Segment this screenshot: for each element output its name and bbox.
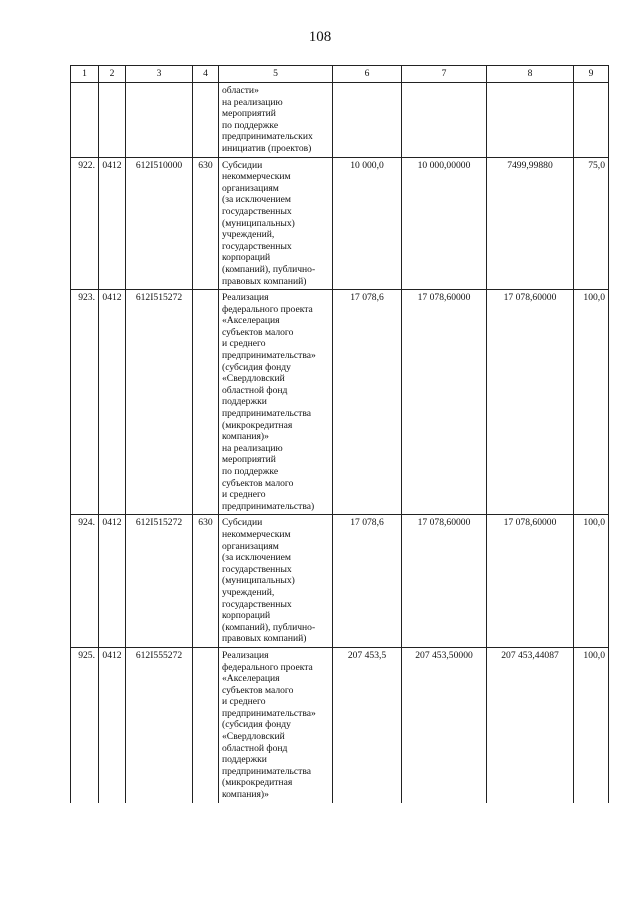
approved-amount-cell: 17 078,60000 xyxy=(402,515,487,648)
header-cell-9: 9 xyxy=(574,66,609,83)
description-line: компания)» xyxy=(222,431,269,443)
expense-type-cell xyxy=(193,647,219,802)
planned-amount-cell xyxy=(333,83,402,158)
description-line: государственных xyxy=(222,240,292,252)
table-header-row xyxy=(71,66,609,83)
expense-type-cell: 630 xyxy=(193,515,219,648)
target-article-cell: 612I510000 xyxy=(126,157,193,290)
description-line: (компаний), публично- xyxy=(222,263,316,275)
description-line: и среднего xyxy=(222,338,266,350)
description-line: Реализация xyxy=(222,292,269,304)
description-line: мероприятий xyxy=(222,108,276,120)
description-line: на реализацию xyxy=(222,96,283,108)
section-code-cell: 0412 xyxy=(99,157,126,290)
header-cell-7: 7 xyxy=(402,66,487,83)
description-line: инициатив (проектов) xyxy=(222,142,312,154)
description-line: предпринимательских xyxy=(222,131,313,143)
executed-amount-cell: 17 078,60000 xyxy=(487,515,574,648)
target-article-cell xyxy=(126,83,193,158)
execution-percent-cell xyxy=(574,83,609,158)
header-cell-5: 5 xyxy=(219,66,333,83)
description-line: организациям xyxy=(222,540,279,552)
section-code-cell: 0412 xyxy=(99,290,126,515)
planned-amount-cell: 10 000,0 xyxy=(333,157,402,290)
description-cell xyxy=(219,290,333,515)
budget-table xyxy=(70,65,609,803)
description-cell xyxy=(219,83,333,158)
description-line: областной фонд xyxy=(222,742,288,754)
description-line: (компаний), публично- xyxy=(222,621,316,633)
description-line: компания)» xyxy=(222,789,269,801)
section-code-cell: 0412 xyxy=(99,647,126,802)
target-article-cell: 612I515272 xyxy=(126,515,193,648)
description-line: предпринимательства» xyxy=(222,350,316,362)
description-line: корпораций xyxy=(222,252,271,264)
table-row xyxy=(71,157,609,290)
description-line: (за исключением xyxy=(222,194,291,206)
row-number-cell: 925. xyxy=(71,647,99,802)
header-cell-3: 3 xyxy=(126,66,193,83)
description-line: корпораций xyxy=(222,610,271,622)
row-number-cell: 924. xyxy=(71,515,99,648)
description-line: (субсидия фонду xyxy=(222,719,291,731)
section-code-cell xyxy=(99,83,126,158)
header-cell-4: 4 xyxy=(193,66,219,83)
execution-percent-cell: 75,0 xyxy=(574,157,609,290)
executed-amount-cell: 17 078,60000 xyxy=(487,290,574,515)
description-line: учреждений, xyxy=(222,586,275,598)
header-cell-1: 1 xyxy=(71,66,99,83)
target-article-cell: 612I555272 xyxy=(126,647,193,802)
description-line: государственных xyxy=(222,205,292,217)
expense-type-cell xyxy=(193,83,219,158)
approved-amount-cell: 17 078,60000 xyxy=(402,290,487,515)
section-code-cell: 0412 xyxy=(99,515,126,648)
description-line: предпринимательства xyxy=(222,408,312,420)
executed-amount-cell: 7499,99880 xyxy=(487,157,574,290)
description-line: и среднего xyxy=(222,489,266,501)
description-cell xyxy=(219,647,333,802)
description-line: (за исключением xyxy=(222,552,291,564)
description-line: некоммерческим xyxy=(222,171,291,183)
row-number-cell: 922. xyxy=(71,157,99,290)
description-line: и среднего xyxy=(222,696,266,708)
description-line: по поддержке xyxy=(222,466,279,477)
description-line: областной фонд xyxy=(222,384,288,396)
description-line: предпринимательства» xyxy=(222,707,316,719)
table-row xyxy=(71,290,609,515)
description-line: на реализацию xyxy=(222,442,283,454)
executed-amount-cell: 207 453,44087 xyxy=(487,647,574,802)
description-line: «Акселерация xyxy=(222,315,280,327)
description-line: (субсидия фонду xyxy=(222,361,291,373)
approved-amount-cell: 207 453,50000 xyxy=(402,647,487,802)
description-line: государственных xyxy=(222,563,292,575)
expense-type-cell xyxy=(193,290,219,515)
description-line: (муниципальных) xyxy=(222,575,295,587)
description-cell xyxy=(219,515,333,648)
description-line: государственных xyxy=(222,598,292,610)
page-number: 108 xyxy=(308,29,332,45)
description-line: по поддержке xyxy=(222,119,279,131)
table-row xyxy=(71,515,609,648)
description-line: некоммерческим xyxy=(222,528,291,540)
description-line: «Акселерация xyxy=(222,673,280,685)
row-number-cell xyxy=(71,83,99,158)
description-cell xyxy=(219,157,333,290)
description-line: Субсидии xyxy=(222,159,263,171)
executed-amount-cell xyxy=(487,83,574,158)
description-line: субъектов малого xyxy=(222,477,294,489)
description-line: правовых компаний) xyxy=(222,275,307,287)
description-line: федерального проекта xyxy=(222,661,313,673)
table-row xyxy=(71,647,609,802)
expense-type-cell: 630 xyxy=(193,157,219,290)
description-line: предпринимательства xyxy=(222,765,312,777)
target-article-cell: 612I515272 xyxy=(126,290,193,515)
description-line: правовых компаний) xyxy=(222,633,307,645)
description-line: «Свердловский xyxy=(222,373,285,385)
description-line: области» xyxy=(222,85,259,96)
description-line: учреждений, xyxy=(222,229,275,241)
header-cell-2: 2 xyxy=(99,66,126,83)
planned-amount-cell: 17 078,6 xyxy=(333,290,402,515)
description-line: федерального проекта xyxy=(222,303,313,315)
description-line: Субсидии xyxy=(222,517,263,529)
table-body xyxy=(71,83,609,803)
header-cell-6: 6 xyxy=(333,66,402,83)
description-line: (микрокредитная xyxy=(222,419,293,431)
description-line: Реализация xyxy=(222,649,269,661)
execution-percent-cell: 100,0 xyxy=(574,515,609,648)
execution-percent-cell: 100,0 xyxy=(574,647,609,802)
description-line: поддержки xyxy=(222,396,267,408)
description-line: субъектов малого xyxy=(222,326,294,338)
description-line: организациям xyxy=(222,182,279,194)
description-line: мероприятий xyxy=(222,454,276,466)
approved-amount-cell xyxy=(402,83,487,158)
description-line: (микрокредитная xyxy=(222,777,293,789)
description-line: поддержки xyxy=(222,754,267,766)
description-line: субъектов малого xyxy=(222,684,294,696)
description-line: предпринимательства) xyxy=(222,500,315,512)
description-line: «Свердловский xyxy=(222,731,285,743)
approved-amount-cell: 10 000,00000 xyxy=(402,157,487,290)
table-row xyxy=(71,83,609,158)
planned-amount-cell: 17 078,6 xyxy=(333,515,402,648)
execution-percent-cell: 100,0 xyxy=(574,290,609,515)
row-number-cell: 923. xyxy=(71,290,99,515)
description-line: (муниципальных) xyxy=(222,217,295,229)
header-cell-8: 8 xyxy=(487,66,574,83)
planned-amount-cell: 207 453,5 xyxy=(333,647,402,802)
